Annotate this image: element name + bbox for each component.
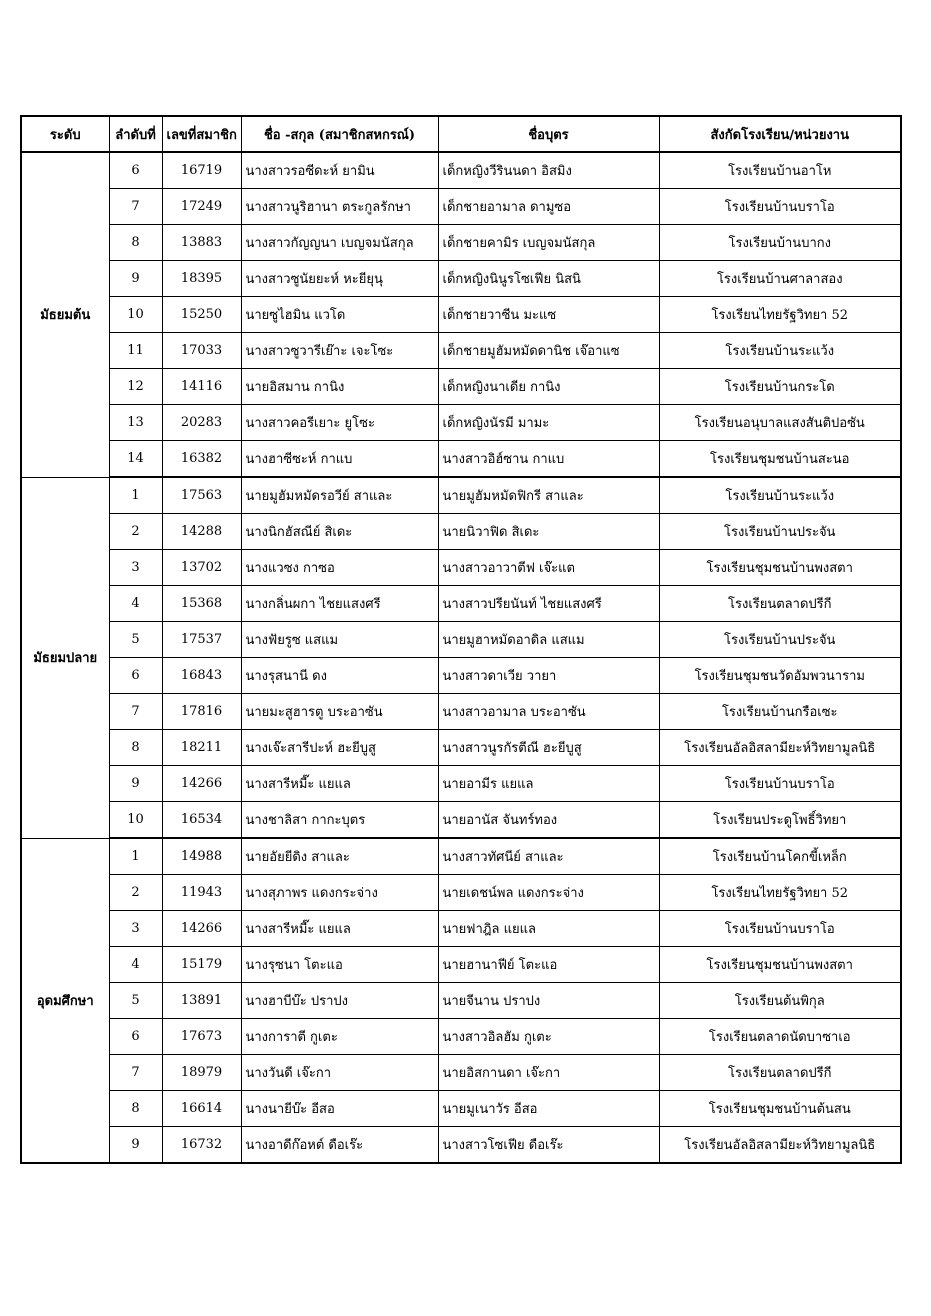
order-cell: 10 <box>109 297 162 333</box>
child-name-cell: นางสาวดาเวีย วายา <box>438 658 659 694</box>
member-no-cell: 17673 <box>162 1019 241 1055</box>
child-name-cell: นางสาวทัศนีย์ สาและ <box>438 838 659 875</box>
child-name-cell: เด็กหญิงนาเดีย กานิง <box>438 369 659 405</box>
table-row <box>21 983 901 1019</box>
order-cell: 9 <box>109 261 162 297</box>
member-name-cell: นายอิสมาน กานิง <box>241 369 438 405</box>
member-no-cell: 17249 <box>162 189 241 225</box>
order-cell: 1 <box>109 477 162 514</box>
member-name-cell: นายซูไฮมิน แวโด <box>241 297 438 333</box>
table-row <box>21 947 901 983</box>
order-cell: 5 <box>109 622 162 658</box>
order-cell: 8 <box>109 1091 162 1127</box>
table-row <box>21 297 901 333</box>
member-no-cell: 16719 <box>162 152 241 189</box>
school-cell: โรงเรียนชุมชนบ้านสะนอ <box>659 441 901 478</box>
school-cell: โรงเรียนประดูโพธิ์วิทยา <box>659 802 901 839</box>
table-row <box>21 838 901 875</box>
table-row <box>21 875 901 911</box>
level-cell: มัธยมปลาย <box>21 477 109 838</box>
member-no-cell: 14266 <box>162 911 241 947</box>
member-name-cell: นางฮาบีบ๊ะ ปราปง <box>241 983 438 1019</box>
order-cell: 5 <box>109 983 162 1019</box>
child-name-cell: เด็กชายคามิร เบญจมนัสกุล <box>438 225 659 261</box>
member-no-cell: 15179 <box>162 947 241 983</box>
member-name-cell: นายอัยยีดิง สาและ <box>241 838 438 875</box>
order-cell: 7 <box>109 189 162 225</box>
child-name-cell: นายมูฮัมหมัดฟิกรี สาและ <box>438 477 659 514</box>
member-name-cell: นางสาวซูวารีเย๊าะ เจะโซะ <box>241 333 438 369</box>
school-cell: โรงเรียนชุมชนบ้านพงสตา <box>659 550 901 586</box>
school-cell: โรงเรียนอัลอิสลามียะห์วิทยามูลนิธิ <box>659 730 901 766</box>
member-name-cell: นายมะสูฮารตู บระอาซัน <box>241 694 438 730</box>
school-cell: โรงเรียนตลาดปรีกี <box>659 1055 901 1091</box>
member-no-cell: 17563 <box>162 477 241 514</box>
level-cell: มัธยมต้น <box>21 152 109 477</box>
order-cell: 13 <box>109 405 162 441</box>
member-name-cell: นายมูฮัมหมัดรอวีย์ สาและ <box>241 477 438 514</box>
school-cell: โรงเรียนบ้านประจัน <box>659 622 901 658</box>
order-cell: 2 <box>109 514 162 550</box>
child-name-cell: เด็กหญิงนัรมี มามะ <box>438 405 659 441</box>
school-cell: โรงเรียนบ้านกระโด <box>659 369 901 405</box>
table-row <box>21 802 901 839</box>
child-name-cell: นายจีนาน ปราปง <box>438 983 659 1019</box>
member-no-cell: 18395 <box>162 261 241 297</box>
member-name-cell: นางวันดี เจ๊ะกา <box>241 1055 438 1091</box>
school-cell: โรงเรียนอนุบาลแสงสันติปอซัน <box>659 405 901 441</box>
member-no-cell: 13891 <box>162 983 241 1019</box>
child-name-cell: นางสาวอิลฮัม กูเตะ <box>438 1019 659 1055</box>
member-name-cell: นางสาวคอรีเยาะ ยูโซะ <box>241 405 438 441</box>
order-cell: 8 <box>109 225 162 261</box>
table-row <box>21 730 901 766</box>
table-row <box>21 225 901 261</box>
member-no-cell: 17537 <box>162 622 241 658</box>
member-no-cell: 13883 <box>162 225 241 261</box>
member-name-cell: นางสาวนูริฮานา ตระกูลรักษา <box>241 189 438 225</box>
order-cell: 7 <box>109 694 162 730</box>
member-name-cell: นางเจ๊ะสารีปะห์ ฮะยีบูสู <box>241 730 438 766</box>
order-cell: 6 <box>109 658 162 694</box>
child-name-cell: เด็กหญิงวีรินนดา อิสมิง <box>438 152 659 189</box>
child-name-cell: นางสาวนูรกัรตีณี ฮะยีบูสู <box>438 730 659 766</box>
header-level: ระดับ <box>21 116 109 152</box>
order-cell: 2 <box>109 875 162 911</box>
child-name-cell: นายเดชน์พล แดงกระจ่าง <box>438 875 659 911</box>
child-name-cell: นายอานัส จันทร์ทอง <box>438 802 659 839</box>
order-cell: 6 <box>109 152 162 189</box>
member-name-cell: นางสาวซูนัยยะห์ หะยียุนุ <box>241 261 438 297</box>
school-cell: โรงเรียนชุมชนวัดอัมพวนาราม <box>659 658 901 694</box>
member-name-cell: นางอาดีก๊อหต์ ดือเร๊ะ <box>241 1127 438 1164</box>
child-name-cell: นายฮานาฟีย์ โตะแอ <box>438 947 659 983</box>
level-cell: อุดมศึกษา <box>21 838 109 1163</box>
school-cell: โรงเรียนบ้านระแว้ง <box>659 333 901 369</box>
header-order: ลำดับที่ <box>109 116 162 152</box>
child-name-cell: นายมูเนาวัร อีสอ <box>438 1091 659 1127</box>
member-no-cell: 15250 <box>162 297 241 333</box>
member-name-cell: นางรุสนานี ดง <box>241 658 438 694</box>
table-row <box>21 441 901 478</box>
school-cell: โรงเรียนบ้านระแว้ง <box>659 477 901 514</box>
school-cell: โรงเรียนบ้านบราโอ <box>659 911 901 947</box>
member-no-cell: 14288 <box>162 514 241 550</box>
order-cell: 8 <box>109 730 162 766</box>
header-name: ชื่อ -สกุล (สมาชิกสหกรณ์) <box>241 116 438 152</box>
table-row <box>21 1019 901 1055</box>
table-body <box>21 152 901 1163</box>
header-child: ชื่อบุตร <box>438 116 659 152</box>
order-cell: 9 <box>109 1127 162 1164</box>
member-no-cell: 17816 <box>162 694 241 730</box>
member-no-cell: 16382 <box>162 441 241 478</box>
order-cell: 6 <box>109 1019 162 1055</box>
school-cell: โรงเรียนบ้านบราโอ <box>659 189 901 225</box>
school-cell: โรงเรียนบ้านประจัน <box>659 514 901 550</box>
member-name-cell: นางสุภาพร แดงกระจ่าง <box>241 875 438 911</box>
member-no-cell: 16843 <box>162 658 241 694</box>
table-row <box>21 766 901 802</box>
member-name-cell: นางการาตี กูเตะ <box>241 1019 438 1055</box>
member-name-cell: นางนิกฮัสณีย์ สิเดะ <box>241 514 438 550</box>
member-children-table <box>20 115 902 1164</box>
child-name-cell: นางสาวโซเฟีย ดือเร๊ะ <box>438 1127 659 1164</box>
child-name-cell: นางสาวปรียนันท์ ไชยแสงศรี <box>438 586 659 622</box>
member-no-cell: 17033 <box>162 333 241 369</box>
member-name-cell: นางรุซนา โตะแอ <box>241 947 438 983</box>
member-no-cell: 11943 <box>162 875 241 911</box>
order-cell: 3 <box>109 550 162 586</box>
order-cell: 10 <box>109 802 162 839</box>
table-row <box>21 911 901 947</box>
member-no-cell: 14116 <box>162 369 241 405</box>
school-cell: โรงเรียนชุมชนบ้านพงสตา <box>659 947 901 983</box>
member-name-cell: นางสารีหมี๊ะ แยแล <box>241 911 438 947</box>
table-row <box>21 1091 901 1127</box>
order-cell: 7 <box>109 1055 162 1091</box>
school-cell: โรงเรียนบ้านโคกขี้เหล็ก <box>659 838 901 875</box>
order-cell: 4 <box>109 586 162 622</box>
child-name-cell: เด็กชายวาซีน มะแซ <box>438 297 659 333</box>
child-name-cell: นายอามีร แยแล <box>438 766 659 802</box>
table-row <box>21 514 901 550</box>
child-name-cell: นายฟาฎิล แยแล <box>438 911 659 947</box>
order-cell: 1 <box>109 838 162 875</box>
table-row <box>21 1127 901 1164</box>
member-name-cell: นางชาลิสา กากะบุตร <box>241 802 438 839</box>
member-name-cell: นางฟัยรูซ แสแม <box>241 622 438 658</box>
table-row <box>21 1055 901 1091</box>
table-row <box>21 477 901 514</box>
school-cell: โรงเรียนตลาดนัดบาซาเอ <box>659 1019 901 1055</box>
member-name-cell: นางกลิ่นผกา ไชยแสงศรี <box>241 586 438 622</box>
child-name-cell: เด็กชายอามาล ดามูซอ <box>438 189 659 225</box>
member-no-cell: 14266 <box>162 766 241 802</box>
school-cell: โรงเรียนไทยรัฐวิทยา 52 <box>659 875 901 911</box>
table-row <box>21 152 901 189</box>
child-name-cell: เด็กชายมูฮัมหมัดดานิช เจ๊อาแซ <box>438 333 659 369</box>
member-no-cell: 18211 <box>162 730 241 766</box>
child-name-cell: นายมูฮาหมัดอาดิล แสแม <box>438 622 659 658</box>
child-name-cell: นางสาวอาวาตีฟ เจ๊ะแต <box>438 550 659 586</box>
order-cell: 12 <box>109 369 162 405</box>
member-name-cell: นางสาวรอซีดะห์ ยามิน <box>241 152 438 189</box>
member-no-cell: 18979 <box>162 1055 241 1091</box>
child-name-cell: นางสาวอิฮ์ซาน กาแบ <box>438 441 659 478</box>
school-cell: โรงเรียนบ้านบากง <box>659 225 901 261</box>
table-row <box>21 586 901 622</box>
table-row <box>21 405 901 441</box>
table-row <box>21 694 901 730</box>
table-row <box>21 622 901 658</box>
table-row <box>21 550 901 586</box>
school-cell: โรงเรียนบ้านอาโห <box>659 152 901 189</box>
child-name-cell: นายนิวาฟิด สิเดะ <box>438 514 659 550</box>
order-cell: 9 <box>109 766 162 802</box>
order-cell: 3 <box>109 911 162 947</box>
header-school: สังกัดโรงเรียน/หน่วยงาน <box>659 116 901 152</box>
school-cell: โรงเรียนอัลอิสลามียะห์วิทยามูลนิธิ <box>659 1127 901 1164</box>
member-no-cell: 16534 <box>162 802 241 839</box>
table-header-row <box>21 116 901 152</box>
school-cell: โรงเรียนต้นพิกุล <box>659 983 901 1019</box>
school-cell: โรงเรียนไทยรัฐวิทยา 52 <box>659 297 901 333</box>
school-cell: โรงเรียนบ้านบราโอ <box>659 766 901 802</box>
order-cell: 14 <box>109 441 162 478</box>
member-no-cell: 16732 <box>162 1127 241 1164</box>
child-name-cell: เด็กหญิงนินูรโซเฟีย นิสนิ <box>438 261 659 297</box>
member-name-cell: นางสารีหมี๊ะ แยแล <box>241 766 438 802</box>
member-no-cell: 20283 <box>162 405 241 441</box>
order-cell: 11 <box>109 333 162 369</box>
member-no-cell: 14988 <box>162 838 241 875</box>
member-name-cell: นางนายีบ๊ะ อีสอ <box>241 1091 438 1127</box>
school-cell: โรงเรียนชุมชนบ้านต้นสน <box>659 1091 901 1127</box>
member-name-cell: นางฮาซีซะห์ กาแบ <box>241 441 438 478</box>
table-row <box>21 658 901 694</box>
member-no-cell: 13702 <box>162 550 241 586</box>
member-name-cell: นางแวซง กาซอ <box>241 550 438 586</box>
child-name-cell: นายอิสกานดา เจ๊ะกา <box>438 1055 659 1091</box>
child-name-cell: นางสาวอามาล บระอาซัน <box>438 694 659 730</box>
table-row <box>21 333 901 369</box>
member-no-cell: 15368 <box>162 586 241 622</box>
order-cell: 4 <box>109 947 162 983</box>
member-no-cell: 16614 <box>162 1091 241 1127</box>
school-cell: โรงเรียนตลาดปรีกี <box>659 586 901 622</box>
school-cell: โรงเรียนบ้านกรือเซะ <box>659 694 901 730</box>
table-row <box>21 189 901 225</box>
header-member-no: เลขที่สมาชิก <box>162 116 241 152</box>
member-name-cell: นางสาวกัญญนา เบญจมนัสกุล <box>241 225 438 261</box>
table-row <box>21 261 901 297</box>
table-row <box>21 369 901 405</box>
school-cell: โรงเรียนบ้านศาลาสอง <box>659 261 901 297</box>
